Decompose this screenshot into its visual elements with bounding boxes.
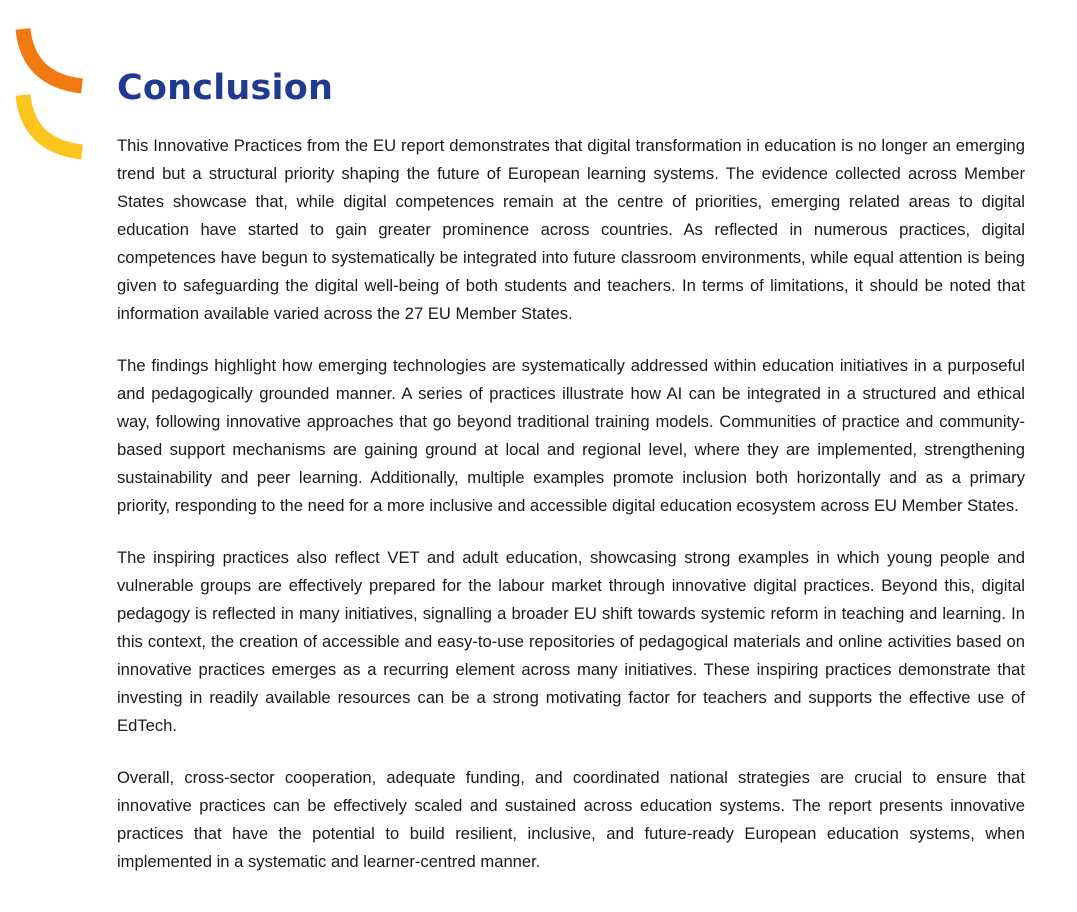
decorative-arcs	[0, 0, 100, 180]
paragraph-1: This Innovative Practices from the EU report demonstrates that digital transformation in education is no longer an emerging trend but a structural priority shaping the future of European learning systems. The evidence collected across Member States showcase that, while digital competences remain at the centre of priorities, emerging related areas to digital education have started to gain greater prominence across countries. As reflected in numerous practices, digital competences have begun to systematically be integrated into future classroom environments, while equal attention is being given to safeguarding the digital well-being of both students and teachers. In terms of limitations, it should be noted that information available varied across the 27 EU Member States.	[117, 136, 1025, 323]
paragraph-4: Overall, cross-sector cooperation, adequate funding, and coordinated national strategies are crucial to ensure that innovative practices can be effectively scaled and sustained across education systems. The report presents innovative practices that have the potential to build resilient, inclusive, and future-ready European education systems, when implemented in a systematic and learner-centred manner.	[117, 768, 1025, 871]
orange-arc	[23, 29, 82, 86]
page-title: Conclusion	[117, 68, 334, 108]
body-text	[117, 132, 1025, 900]
paragraph-2: The findings highlight how emerging technologies are systematically addressed within education initiatives in a purposeful and pedagogically grounded manner. A series of practices illustrate how AI can be integrated in a structured and ethical way, following innovative approaches that go beyond traditional training models. Communities of practice and community-based support mechanisms are gaining ground at local and regional level, where they are implemented, strengthening sustainability and peer learning. Additionally, multiple examples promote inclusion both horizontally and as a primary priority, responding to the need for a more inclusive and accessible digital education ecosystem across EU Member States.	[117, 356, 1025, 515]
paragraph-3: The inspiring practices also reflect VET and adult education, showcasing strong examples in which young people and vulnerable groups are effectively prepared for the labour market through innovative digital practices. Beyond this, digital pedagogy is reflected in many initiatives, signalling a broader EU shift towards systemic reform in teaching and learning. In this context, the creation of accessible and easy-to-use repositories of pedagogical materials and online activities based on innovative practices emerges as a recurring element across many initiatives. These inspiring practices demonstrate that investing in readily available resources can be a strong motivating factor for teachers and supports the effective use of EdTech.	[117, 548, 1025, 735]
yellow-arc	[23, 95, 82, 152]
